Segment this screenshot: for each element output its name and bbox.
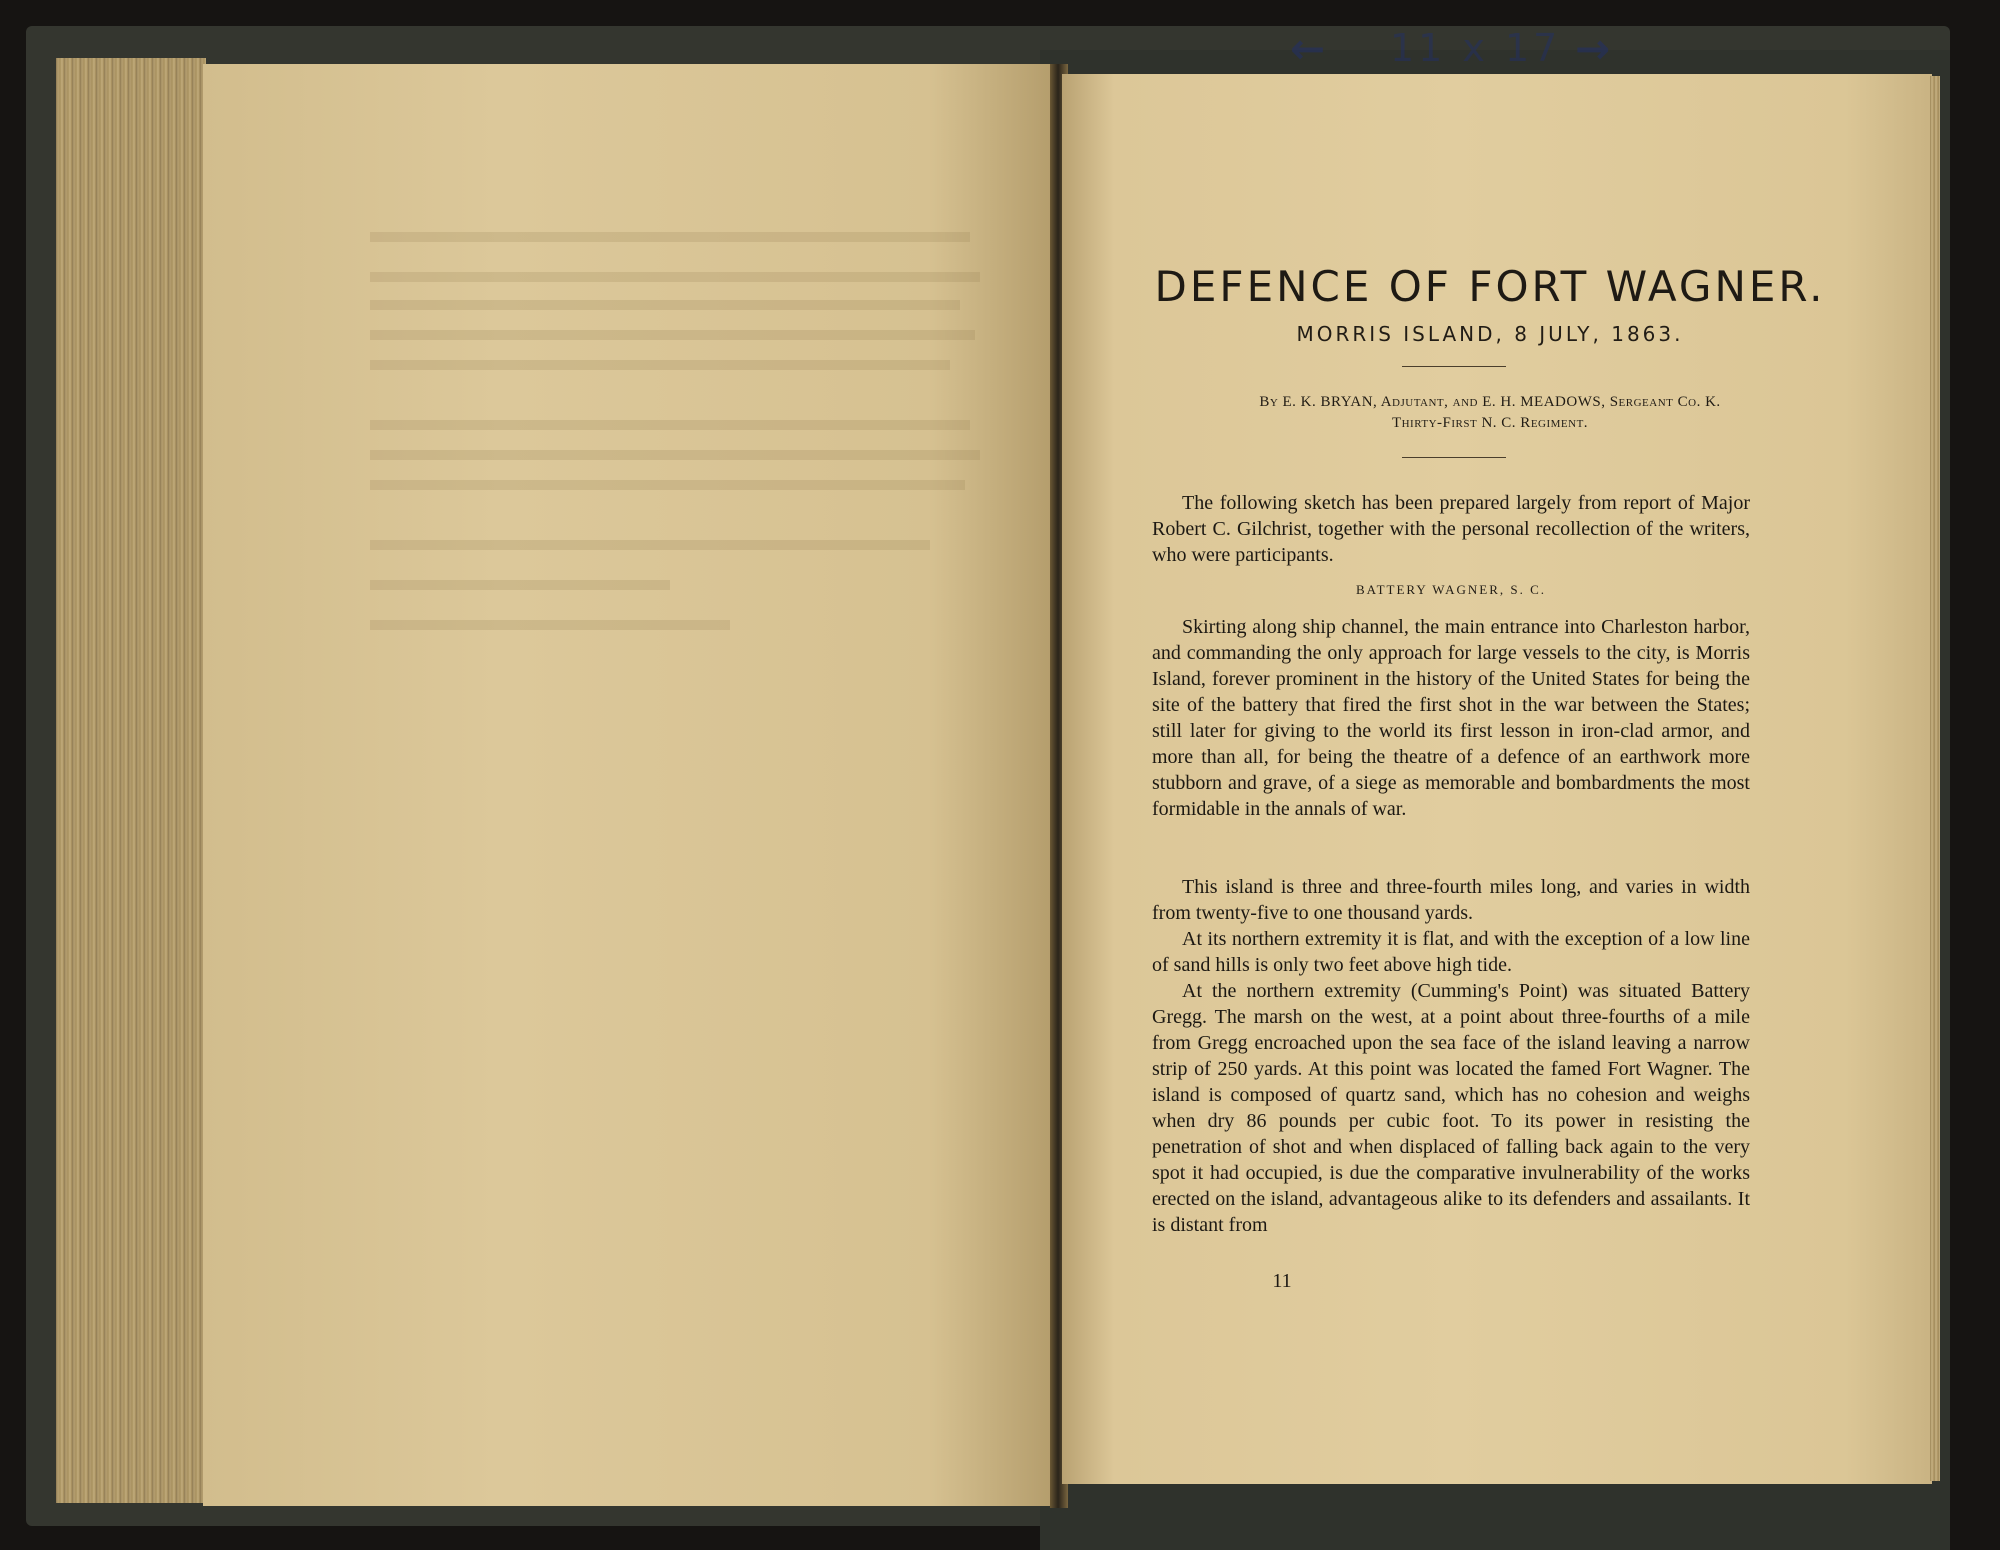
show-through-text xyxy=(370,300,960,310)
show-through-text xyxy=(370,450,980,460)
show-through-text xyxy=(370,540,930,550)
body-paragraph: At its northern extremity it is flat, and with the exception of a low line of sand hills is only two feet above high tide. xyxy=(1152,928,1750,976)
show-through-text xyxy=(370,580,670,590)
show-through-text xyxy=(370,480,965,490)
divider xyxy=(1402,457,1506,458)
byline-authors: By E. K. BRYAN, Adjutant, and E. H. MEADOWS, Sergeant Co. K. xyxy=(1259,394,1721,410)
divider xyxy=(1402,366,1506,367)
show-through-text xyxy=(370,232,970,242)
byline-regiment: Thirty-First N. C. Regiment. xyxy=(1391,415,1589,431)
page-edges-left xyxy=(56,58,206,1503)
article-subtitle: MORRIS ISLAND, 8 JULY, 1863. xyxy=(1296,322,1684,346)
show-through-text xyxy=(370,272,980,282)
intro-paragraph: The following sketch has been prepared largely from report of Major Robert C. Gilchrist, together with the personal recollection of the writers, who were participants. xyxy=(1152,492,1750,566)
show-through-text xyxy=(370,620,730,630)
article-title: DEFENCE OF FORT WAGNER. xyxy=(1154,262,1826,311)
size-stamp: 11 x 17 xyxy=(1390,26,1562,70)
left-arrow-icon: ← xyxy=(1290,24,1326,73)
page-number: 11 xyxy=(1272,1270,1292,1292)
page-edges-right xyxy=(1930,76,1940,1481)
show-through-text xyxy=(370,360,950,370)
section-heading: BATTERY WAGNER, S. C. xyxy=(1355,582,1547,597)
byline xyxy=(1120,392,1860,434)
body-paragraph: Skirting along ship channel, the main entrance into Charleston harbor, and commanding the only approach for large vessels to the city, is Morris Island, forever prominent in the history of the United States for being the site of the battery that fired the first shot in the war between the States; still later for giving to the world its first lesson in iron-clad armor, and more than all, for being the theatre of a defence of an earthwork more stubborn and grave, of a siege as memorable and bombardments the most formidable in the annals of war. xyxy=(1152,616,1750,820)
body-paragraph: This island is three and three-fourth miles long, and varies in width from twenty-five to one thousand yards. xyxy=(1152,876,1750,924)
right-arrow-icon: → xyxy=(1575,24,1611,73)
show-through-text xyxy=(370,330,975,340)
body-paragraph: At the northern extremity (Cumming's Point) was situated Battery Gregg. The marsh on the west, at a point about three-fourths of a mile from Gregg encroached upon the sea face of the island leaving a narrow strip of 250 yards. At this point was located the famed Fort Wagner. The island is composed of quartz sand, which has no cohesion and weighs when dry 86 pounds per cubic foot. To its power in resisting the penetration of shot and when displaced of falling back again to the very spot it had occupied, is due the comparative invulnerability of the works erected on the island, advantageous alike to its defenders and assailants. It is distant from xyxy=(1152,980,1750,1236)
show-through-text xyxy=(370,420,970,430)
